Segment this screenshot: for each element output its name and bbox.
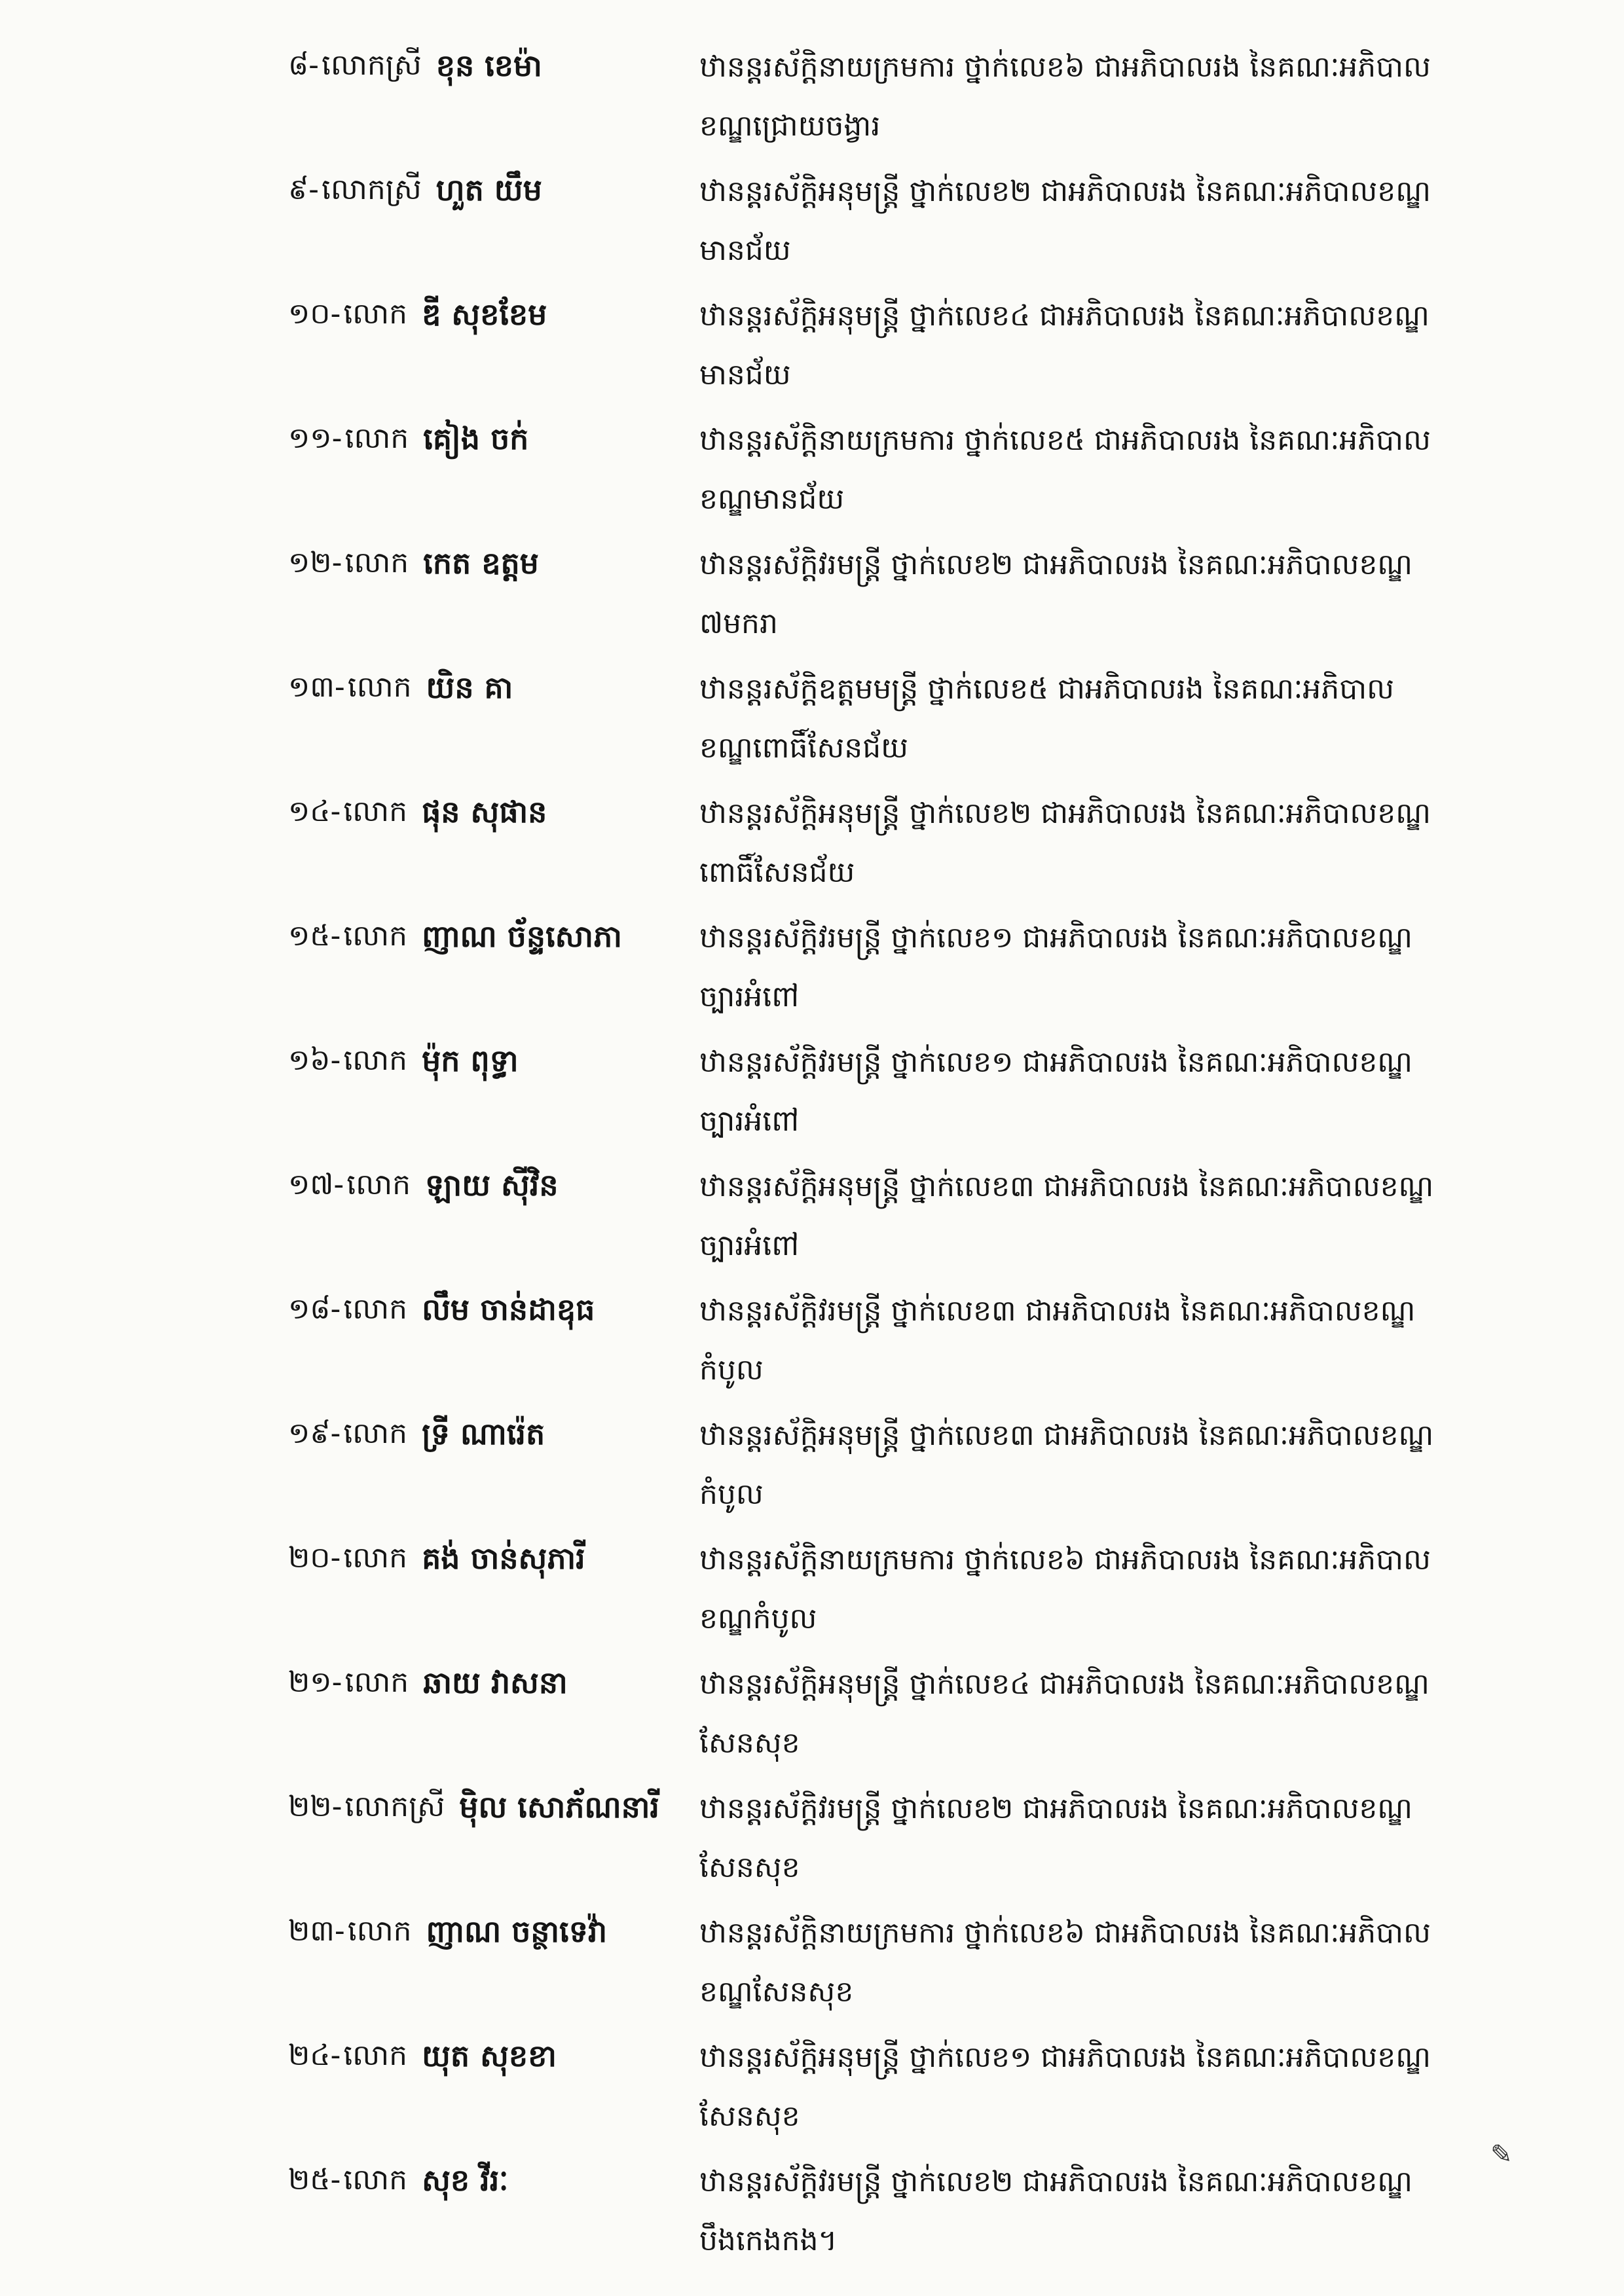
person-name: ហួត យឹម	[435, 172, 542, 208]
list-item	[288, 2028, 1572, 2153]
position-description	[699, 1282, 1572, 1406]
person-name: គៀង ចក់	[423, 421, 529, 456]
item-number: ២១-	[288, 1666, 342, 1699]
position-line-2: ពោធិ៍សែនជ័យ	[699, 856, 855, 889]
list-item	[288, 1033, 1572, 1157]
list-item	[288, 411, 1572, 536]
person-name: គង់ ចាន់សុភារី	[422, 1540, 585, 1576]
person-name: ទ្រី ណារ៉េត	[422, 1416, 545, 1451]
honorific: លោក	[343, 919, 408, 953]
list-item	[288, 1282, 1572, 1406]
person-cell	[288, 287, 699, 411]
honorific: លោក	[344, 546, 409, 579]
list-item	[288, 162, 1572, 287]
position-description	[699, 1904, 1572, 2028]
honorific: លោក	[347, 1914, 412, 1948]
honorific: លោក	[343, 2163, 408, 2196]
person-name: យិន គា	[426, 670, 513, 705]
honorific: លោក	[343, 297, 408, 331]
person-cell	[288, 1655, 699, 1779]
person-cell	[288, 411, 699, 536]
list-item	[288, 1904, 1572, 2028]
person-name: ឡាយ ស៊ីវិន	[425, 1167, 559, 1203]
position-line-1: ឋានន្តរស័ក្តិនាយក្រមការ ថ្នាក់លេខ៦ ជាអភិបាលរង នៃគណៈអភិបាល	[699, 50, 1431, 84]
item-number: ១២-	[288, 546, 342, 579]
item-number: ១៥-	[288, 919, 341, 953]
position-line-1: ឋានន្តរស័ក្តិអនុមន្ត្រី ថ្នាក់លេខ៤ ជាអភិបាលរង នៃគណៈអភិបាលខណ្ឌ	[699, 299, 1430, 333]
person-cell	[288, 38, 699, 162]
person-cell	[288, 2153, 699, 2277]
position-description	[699, 1157, 1572, 1282]
item-number: ៩-	[288, 173, 320, 206]
person-name: ញាណ ចន្ថាទេវ៉ា	[426, 1914, 608, 1949]
position-line-2: ច្បារអំពៅ	[699, 1104, 800, 1138]
honorific: លោក	[344, 422, 409, 455]
position-line-1: ឋានន្តរស័ក្តិនាយក្រមការ ថ្នាក់លេខ៥ ជាអភិបាលរង នៃគណៈអភិបាល	[699, 424, 1431, 457]
position-description	[699, 287, 1572, 411]
position-line-1: ឋានន្តរស័ក្តិវរមន្ត្រី ថ្នាក់លេខ១ ជាអភិបាលរង នៃគណៈអភិបាលខណ្ឌ	[699, 921, 1412, 955]
honorific: លោក	[343, 1292, 408, 1326]
item-number: ១៩-	[288, 1417, 341, 1450]
item-number: ២២-	[288, 1790, 342, 1823]
honorific: លោក	[343, 1541, 408, 1575]
position-line-1: ឋានន្តរស័ក្តិអនុមន្ត្រី ថ្នាក់លេខ១ ជាអភិបាលរង នៃគណៈអភិបាលខណ្ឌ	[699, 2041, 1431, 2074]
person-name: សុខ វីរៈ	[422, 2162, 509, 2198]
person-cell	[288, 1157, 699, 1282]
honorific: លោកស្រី	[322, 48, 422, 82]
list-item	[288, 1779, 1572, 1904]
list-item	[288, 1406, 1572, 1531]
person-cell	[288, 1779, 699, 1904]
person-cell	[288, 660, 699, 784]
position-line-2: មានជ័យ	[699, 358, 791, 392]
position-line-1: ឋានន្តរស័ក្តិវរមន្ត្រី ថ្នាក់លេខ២ ជាអភិបាលរង នៃគណៈអភិបាលខណ្ឌ	[699, 2165, 1412, 2198]
person-cell	[288, 1904, 699, 2028]
list-item	[288, 784, 1572, 909]
position-line-1: ឋានន្តរស័ក្តិនាយក្រមការ ថ្នាក់លេខ៦ ជាអភិបាលរង នៃគណៈអភិបាល	[699, 1916, 1431, 1950]
person-name: ឌី សុខខែម	[422, 297, 547, 332]
item-number: ១៦-	[288, 1044, 341, 1077]
person-name: ញាណ ច័ន្ទសោភា	[422, 919, 622, 954]
position-line-2: ខណ្ឌកំបូល	[699, 1602, 817, 1635]
honorific: លោក	[343, 795, 408, 828]
position-description	[699, 2153, 1572, 2277]
position-description	[699, 162, 1572, 287]
item-number: ១៧-	[288, 1168, 344, 1201]
person-name: ម៉ិល សោភ័ណនារី	[459, 1789, 660, 1825]
position-line-2: ខណ្ឌសែនសុខ	[699, 1975, 854, 2009]
position-line-2: ខណ្ឌមានជ័យ	[699, 483, 845, 516]
position-line-1: ឋានន្តរស័ក្តិអនុមន្ត្រី ថ្នាក់លេខ៣ ជាអភិបាលរង នៃគណៈអភិបាលខណ្ឌ	[699, 1170, 1434, 1203]
position-description	[699, 909, 1572, 1033]
person-cell	[288, 784, 699, 909]
person-name: លឹម ចាន់ដាឧុធ	[422, 1292, 595, 1327]
person-name: ខុន ខេម៉ា	[435, 48, 542, 83]
list-item	[288, 2153, 1572, 2277]
position-line-2: ខណ្ឌជ្រោយចង្វារ	[699, 109, 881, 143]
position-description	[699, 1779, 1572, 1904]
position-description	[699, 1406, 1572, 1531]
position-description	[699, 1531, 1572, 1655]
honorific: លោក	[346, 1168, 411, 1201]
position-line-2: កំបូល	[699, 1478, 764, 1511]
item-number: ២០-	[288, 1541, 341, 1575]
position-line-1: ឋានន្តរស័ក្តិឧត្តមមន្ត្រី ថ្នាក់លេខ៥ ជាអភិបាលរង នៃគណៈអភិបាល	[699, 672, 1395, 706]
item-number: ៨-	[288, 48, 320, 82]
position-line-2: ៧មករា	[699, 607, 778, 640]
position-description	[699, 1655, 1572, 1779]
list-item	[288, 1157, 1572, 1282]
position-description	[699, 660, 1572, 784]
position-line-1: ឋានន្តរស័ក្តិអនុមន្ត្រី ថ្នាក់លេខ២ ជាអភិបាលរង នៃគណៈអភិបាលខណ្ឌ	[699, 175, 1431, 208]
person-name: ផុន សុផាន	[422, 794, 547, 829]
honorific: លោក	[343, 2039, 408, 2072]
list-item	[288, 1531, 1572, 1655]
person-cell	[288, 536, 699, 660]
honorific: លោក	[344, 1666, 409, 1699]
honorific: លោក	[343, 1044, 408, 1077]
item-number: ២៣-	[288, 1914, 345, 1948]
honorific: លោកស្រី	[344, 1790, 445, 1823]
position-description	[699, 536, 1572, 660]
person-name: យុត សុខខា	[422, 2038, 557, 2073]
honorific: លោកស្រី	[322, 173, 422, 206]
position-description	[699, 411, 1572, 536]
position-line-2: ច្បារអំពៅ	[699, 1229, 800, 1262]
list-item	[288, 1655, 1572, 1779]
person-name: ឆាយ វាសនា	[423, 1665, 568, 1700]
position-description	[699, 2028, 1572, 2153]
person-cell	[288, 2028, 699, 2153]
item-number: ២៤-	[288, 2039, 341, 2072]
person-cell	[288, 162, 699, 287]
item-number: ១១-	[288, 422, 342, 455]
position-line-2: មានជ័យ	[699, 234, 791, 267]
item-number: ២៥-	[288, 2163, 341, 2196]
honorific: លោក	[343, 1417, 408, 1450]
position-line-1: ឋានន្តរស័ក្តិនាយក្រមការ ថ្នាក់លេខ៦ ជាអភិបាលរង នៃគណៈអភិបាល	[699, 1543, 1431, 1576]
person-name: កេត ឧត្តម	[423, 545, 539, 581]
position-line-2: សែនសុខ	[699, 1726, 800, 1760]
person-cell	[288, 1282, 699, 1406]
position-line-2: ខណ្ឌពោធិ៍សែនជ័យ	[699, 731, 909, 765]
position-description	[699, 38, 1572, 162]
list-item	[288, 660, 1572, 784]
honorific: លោក	[347, 670, 412, 704]
position-description	[699, 1033, 1572, 1157]
position-description	[699, 784, 1572, 909]
position-line-2: សែនសុខ	[699, 2100, 800, 2133]
position-line-2: កំបូល	[699, 1353, 764, 1387]
list-item	[288, 536, 1572, 660]
appointment-list	[288, 38, 1572, 2277]
position-line-1: ឋានន្តរស័ក្តិវរមន្ត្រី ថ្នាក់លេខ២ ជាអភិបាលរង នៃគណៈអភិបាលខណ្ឌ	[699, 1792, 1412, 1825]
person-cell	[288, 1033, 699, 1157]
list-item	[288, 287, 1572, 411]
position-line-1: ឋានន្តរស័ក្តិវរមន្ត្រី ថ្នាក់លេខ១ ជាអភិបាលរង នៃគណៈអភិបាលខណ្ឌ	[699, 1046, 1412, 1079]
item-number: ១៤-	[288, 795, 341, 828]
position-line-1: ឋានន្តរស័ក្តិអនុមន្ត្រី ថ្នាក់លេខ៣ ជាអភិបាលរង នៃគណៈអភិបាលខណ្ឌ	[699, 1419, 1434, 1452]
position-line-1: ឋានន្តរស័ក្តិវរមន្ត្រី ថ្នាក់លេខ៣ ជាអភិបាលរង នៃគណៈអភិបាលខណ្ឌ	[699, 1294, 1416, 1328]
position-line-1: ឋានន្តរស័ក្តិអនុមន្ត្រី ថ្នាក់លេខ៤ ជាអភិបាលរង នៃគណៈអភិបាលខណ្ឌ	[699, 1667, 1430, 1701]
person-cell	[288, 1531, 699, 1655]
person-cell	[288, 909, 699, 1033]
initials-mark-icon: ✎	[1490, 2140, 1513, 2170]
position-line-2: ច្បារអំពៅ	[699, 980, 800, 1013]
position-line-1: ឋានន្តរស័ក្តិអនុមន្ត្រី ថ្នាក់លេខ២ ជាអភិបាលរង នៃគណៈអភិបាលខណ្ឌ	[699, 797, 1431, 830]
position-line-2: បឹងកេងកង។	[699, 2224, 838, 2257]
item-number: ១០-	[288, 297, 341, 331]
item-number: ១៣-	[288, 670, 345, 704]
list-item	[288, 38, 1572, 162]
item-number: ១៨-	[288, 1292, 341, 1326]
position-line-2: សែនសុខ	[699, 1851, 800, 1884]
person-name: ម៉ុក ពុទ្ធា	[422, 1043, 519, 1078]
person-cell	[288, 1406, 699, 1531]
list-item	[288, 909, 1572, 1033]
position-line-1: ឋានន្តរស័ក្តិវរមន្ត្រី ថ្នាក់លេខ២ ជាអភិបាលរង នៃគណៈអភិបាលខណ្ឌ	[699, 548, 1412, 581]
